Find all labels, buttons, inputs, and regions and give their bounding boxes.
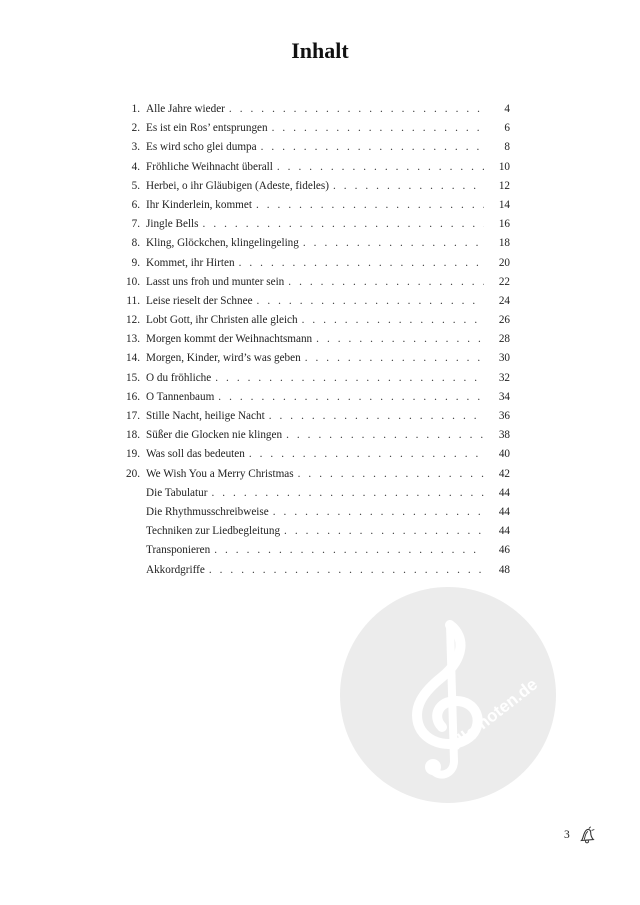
toc-entry-page: 48 bbox=[498, 563, 510, 576]
toc-entry bbox=[112, 561, 510, 580]
toc-entry-page: 30 bbox=[498, 352, 510, 365]
toc-entry-page: 44 bbox=[498, 486, 510, 499]
toc-entry bbox=[112, 407, 510, 426]
toc-entry bbox=[112, 292, 510, 311]
toc-entry-page: 40 bbox=[498, 448, 510, 461]
toc-entry-title: Transponieren bbox=[146, 544, 211, 557]
toc-leader-dots bbox=[229, 100, 484, 119]
toc-entry-title: Süßer die Glocken nie klingen bbox=[146, 429, 283, 442]
toc-entry-number: 17. bbox=[126, 410, 140, 422]
toc-entry-title: Stille Nacht, heilige Nacht bbox=[146, 410, 265, 422]
toc-entry-number: 18. bbox=[126, 429, 140, 442]
toc-entry bbox=[112, 484, 510, 503]
toc-entry-page: 4 bbox=[504, 103, 510, 115]
toc-entry-title: O du fröhliche bbox=[146, 371, 212, 384]
toc-entry-number: 8. bbox=[131, 237, 140, 250]
toc-entry-number: 6. bbox=[131, 198, 140, 211]
toc-entry-page: 42 bbox=[498, 467, 510, 480]
toc-entry-number: 4. bbox=[131, 160, 140, 173]
watermark-text: alle-noten.de bbox=[446, 674, 542, 755]
toc-entry-title: Die Tabulatur bbox=[146, 486, 208, 499]
toc-leader-dots bbox=[256, 196, 484, 215]
toc-entry-page: 14 bbox=[498, 198, 510, 211]
toc-leader-dots bbox=[305, 349, 484, 368]
toc-leader-dots bbox=[239, 254, 484, 273]
toc-entry-number: 19. bbox=[126, 448, 140, 461]
table-of-contents bbox=[112, 100, 510, 580]
toc-leader-dots bbox=[316, 330, 484, 349]
toc-entry-page: 44 bbox=[498, 505, 510, 518]
toc-leader-dots bbox=[257, 292, 484, 311]
toc-entry-title: We Wish You a Merry Christmas bbox=[146, 467, 294, 480]
toc-entry-title: Es ist ein Ros’ entsprungen bbox=[146, 122, 268, 135]
toc-leader-dots bbox=[284, 522, 484, 541]
toc-entry-number: 11. bbox=[126, 294, 140, 307]
toc-entry-title: Kling, Glöckchen, klingelingeling bbox=[146, 237, 299, 250]
toc-entry-number: 5. bbox=[131, 179, 140, 192]
toc-leader-dots bbox=[298, 465, 484, 484]
toc-leader-dots bbox=[273, 503, 484, 522]
treble-clef-watermark-icon bbox=[338, 585, 558, 805]
toc-entry-title: Die Rhythmusschreibweise bbox=[146, 505, 269, 518]
toc-entry-number: 3. bbox=[131, 141, 140, 154]
toc-entry-number: 14. bbox=[126, 352, 140, 365]
toc-entry-title: Lobt Gott, ihr Christen alle gleich bbox=[146, 314, 298, 327]
toc-entry-page: 22 bbox=[498, 275, 510, 288]
toc-leader-dots bbox=[272, 119, 484, 138]
toc-entry bbox=[112, 177, 510, 196]
toc-leader-dots bbox=[203, 215, 484, 234]
toc-entry bbox=[112, 215, 510, 234]
toc-entry bbox=[112, 330, 510, 349]
toc-entry-title: Herbei, o ihr Gläubigen (Adeste, fideles) bbox=[146, 179, 329, 192]
toc-entry bbox=[112, 254, 510, 273]
toc-entry-number: 7. bbox=[131, 218, 140, 231]
toc-entry-page: 12 bbox=[498, 179, 510, 192]
toc-entry bbox=[112, 445, 510, 464]
toc-entry-title: Morgen, Kinder, wird’s was geben bbox=[146, 352, 301, 365]
toc-leader-dots bbox=[269, 407, 484, 426]
toc-leader-dots bbox=[333, 177, 484, 196]
toc-entry-page: 16 bbox=[498, 218, 510, 231]
toc-entry-title: Es wird scho glei dumpa bbox=[146, 141, 257, 154]
toc-entry bbox=[112, 426, 510, 445]
toc-entry bbox=[112, 196, 510, 215]
toc-entry-page: 24 bbox=[498, 294, 510, 307]
toc-entry-title: Ihr Kinderlein, kommet bbox=[146, 198, 252, 211]
toc-leader-dots bbox=[211, 484, 484, 503]
toc-entry-page: 26 bbox=[498, 314, 510, 327]
toc-entry-number: 1. bbox=[131, 103, 140, 115]
toc-entry-number: 10. bbox=[126, 275, 140, 288]
toc-entry-number: 2. bbox=[131, 122, 140, 135]
toc-entry bbox=[112, 541, 510, 560]
toc-entry-page: 8 bbox=[504, 141, 510, 154]
toc-leader-dots bbox=[288, 273, 484, 292]
toc-entry-page: 6 bbox=[504, 122, 510, 135]
toc-entry-title: Kommet, ihr Hirten bbox=[146, 256, 235, 269]
toc-entry-title: Was soll das bedeuten bbox=[146, 448, 245, 461]
toc-entry-page: 20 bbox=[498, 256, 510, 269]
toc-entry-page: 10 bbox=[498, 160, 510, 173]
toc-entry bbox=[112, 349, 510, 368]
toc-entry-number: 16. bbox=[126, 390, 140, 403]
toc-entry-number: 20. bbox=[126, 467, 140, 480]
toc-leader-dots bbox=[209, 561, 484, 580]
bell-icon bbox=[576, 824, 598, 846]
page-number: 3 bbox=[564, 829, 570, 841]
toc-leader-dots bbox=[277, 158, 484, 177]
toc-entry-page: 46 bbox=[498, 544, 510, 557]
toc-leader-dots bbox=[215, 369, 484, 388]
toc-entry bbox=[112, 234, 510, 253]
toc-leader-dots bbox=[249, 445, 484, 464]
toc-entry-title: O Tannenbaum bbox=[146, 390, 215, 403]
toc-leader-dots bbox=[302, 311, 484, 330]
toc-entry bbox=[112, 273, 510, 292]
toc-entry bbox=[112, 388, 510, 407]
toc-entry-title: Techniken zur Liedbegleitung bbox=[146, 525, 281, 538]
toc-entry bbox=[112, 503, 510, 522]
toc-entry-number: 12. bbox=[126, 314, 140, 327]
toc-leader-dots bbox=[303, 234, 484, 253]
toc-entry-page: 36 bbox=[498, 410, 510, 422]
toc-entry bbox=[112, 465, 510, 484]
toc-entry bbox=[112, 311, 510, 330]
toc-entry bbox=[112, 158, 510, 177]
toc-entry-page: 38 bbox=[498, 429, 510, 442]
toc-leader-dots bbox=[286, 426, 484, 445]
toc-leader-dots bbox=[214, 541, 484, 560]
toc-leader-dots bbox=[261, 138, 484, 157]
toc-entry-title: Akkordgriffe bbox=[146, 563, 205, 576]
toc-entry-page: 18 bbox=[498, 237, 510, 250]
toc-entry-page: 34 bbox=[498, 390, 510, 403]
toc-entry-page: 28 bbox=[498, 333, 510, 346]
toc-entry-title: Alle Jahre wieder bbox=[146, 103, 225, 115]
toc-entry bbox=[112, 138, 510, 157]
page-title: Inhalt bbox=[291, 38, 349, 63]
toc-entry-number: 15. bbox=[126, 371, 140, 384]
toc-entry-title: Morgen kommt der Weihnachtsmann bbox=[146, 333, 313, 346]
toc-entry-title: Fröhliche Weihnacht überall bbox=[146, 160, 273, 173]
toc-entry bbox=[112, 522, 510, 541]
toc-entry-title: Jingle Bells bbox=[146, 218, 199, 231]
toc-entry-title: Lasst uns froh und munter sein bbox=[146, 275, 285, 288]
toc-entry-number: 9. bbox=[131, 256, 140, 269]
toc-entry-title: Leise rieselt der Schnee bbox=[146, 294, 253, 307]
toc-entry-number: 13. bbox=[126, 333, 140, 346]
toc-entry-page: 32 bbox=[498, 371, 510, 384]
toc-entry bbox=[112, 119, 510, 138]
toc-entry bbox=[112, 369, 510, 388]
toc-entry bbox=[112, 100, 510, 119]
toc-leader-dots bbox=[218, 388, 484, 407]
toc-entry-page: 44 bbox=[498, 525, 510, 538]
